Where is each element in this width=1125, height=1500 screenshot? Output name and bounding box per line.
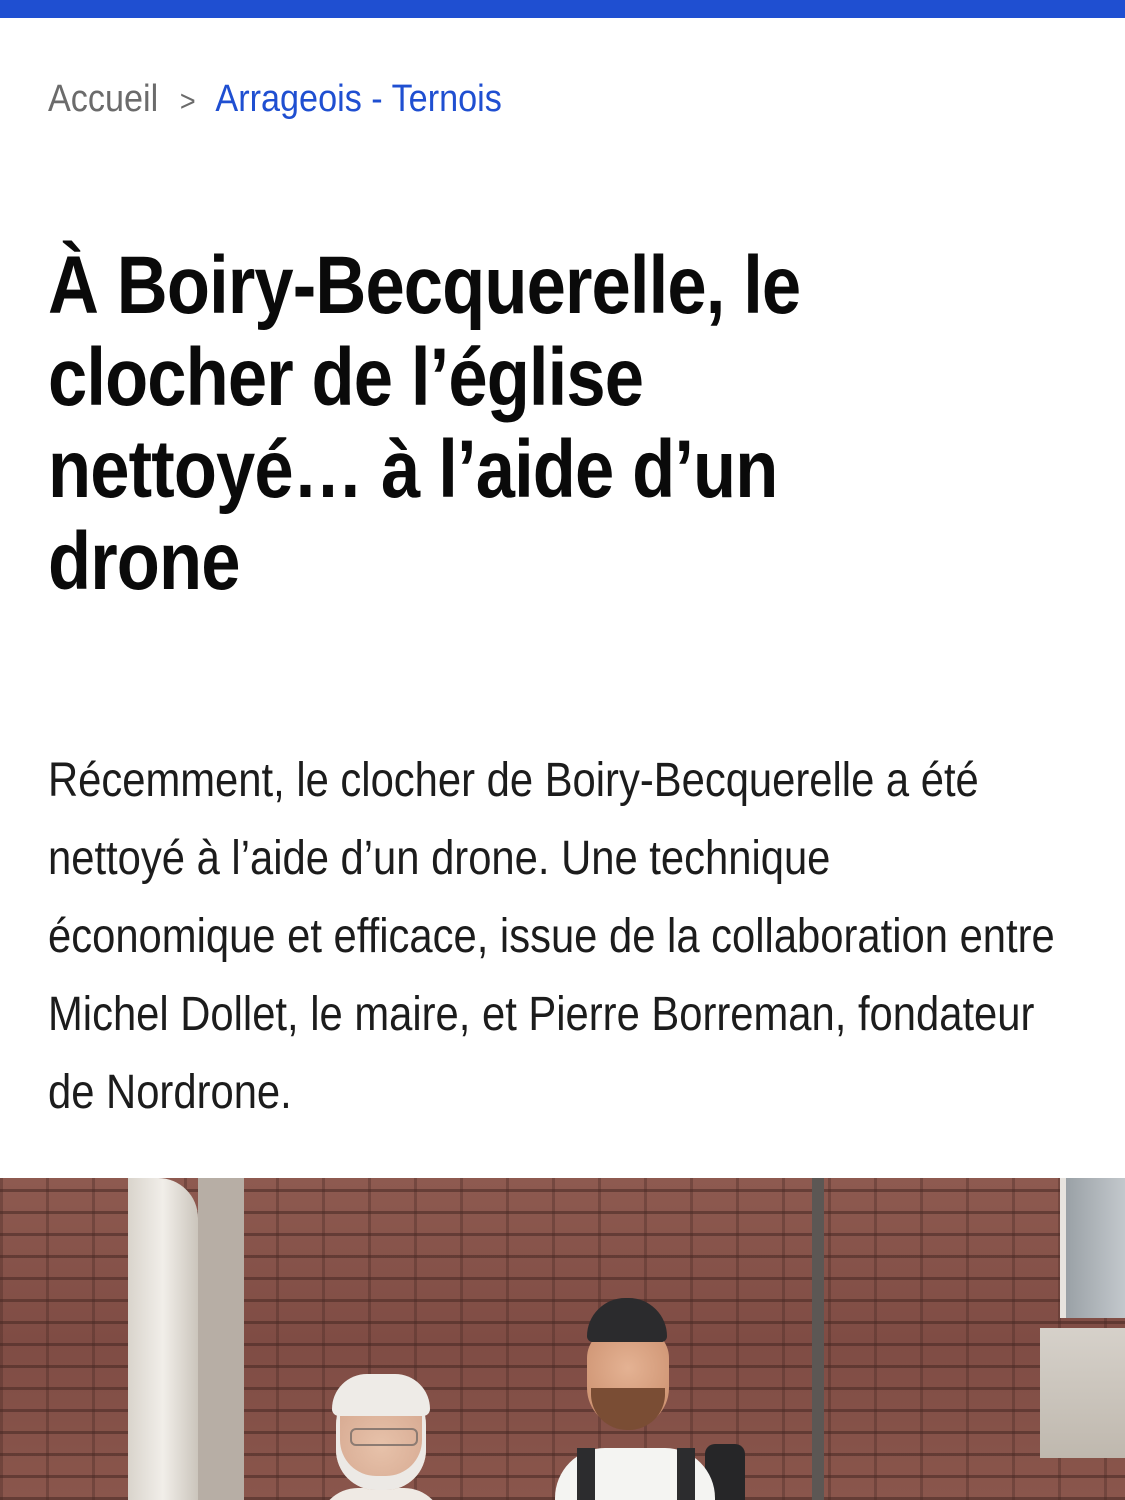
glasses-icon (350, 1428, 418, 1446)
top-accent-bar (0, 0, 1125, 18)
article-photo[interactable] (0, 1178, 1125, 1500)
church-door-recess (198, 1178, 244, 1500)
young-man-figure (555, 1298, 735, 1500)
breadcrumb (48, 74, 502, 127)
elderly-man-hair (332, 1374, 430, 1416)
church-door-frame (128, 1178, 198, 1500)
breadcrumb-home-link[interactable]: Accueil (48, 78, 159, 120)
article-title: À Boiry-Becquerelle, le clocher de l’église nettoyé… à l’aide d’un drone (48, 240, 801, 607)
window-ledge (1040, 1328, 1125, 1458)
drainpipe (812, 1178, 824, 1500)
backpack-strap-left (577, 1448, 595, 1500)
young-man-beard (591, 1388, 665, 1430)
chevron-right-icon: > (179, 85, 196, 118)
church-window (1060, 1178, 1125, 1318)
article-lede: Récemment, le clocher de Boiry-Becquerelle a été nettoyé à l’aide d’un drone. Une technique économique et efficace, issue de la collaboration entre Michel Dollet, le maire, et Pierre Borreman, fondateur de Nordrone. (48, 754, 1055, 1119)
backpack-strap-right (677, 1448, 695, 1500)
cap-icon (587, 1298, 667, 1342)
elderly-man-figure (318, 1380, 444, 1500)
breadcrumb-section-link[interactable]: Arrageois - Ternois (215, 78, 502, 120)
